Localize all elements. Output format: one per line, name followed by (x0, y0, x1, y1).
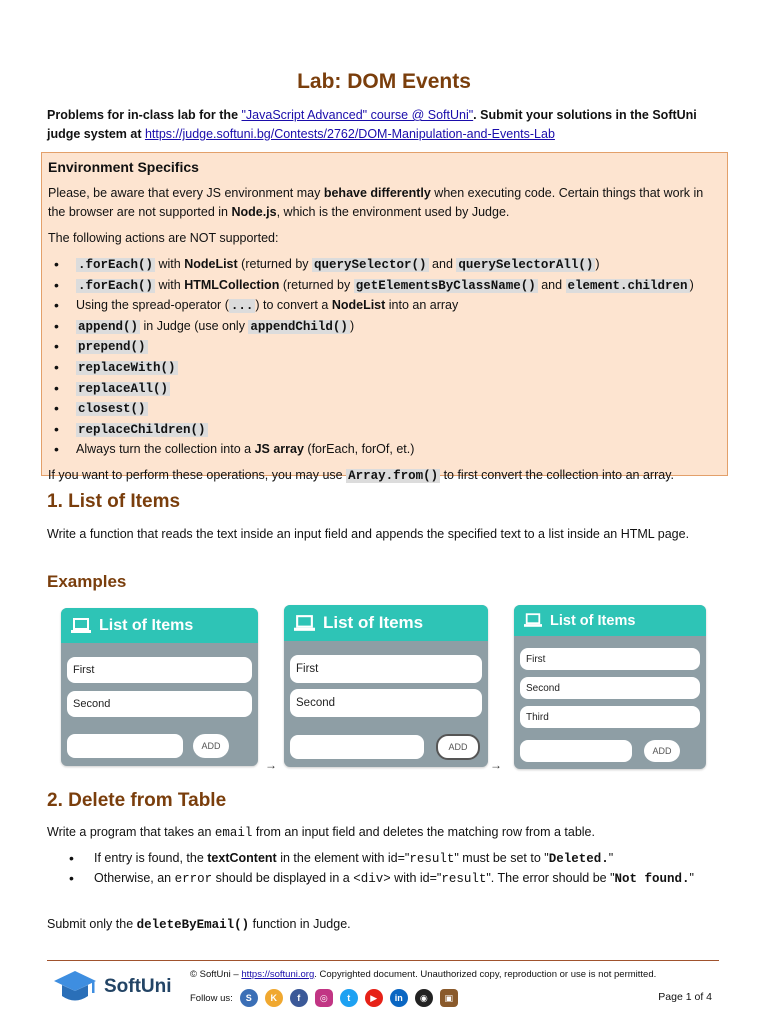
intro-paragraph (47, 106, 727, 144)
youtube-icon[interactable]: ▶ (365, 989, 383, 1007)
env-paragraph-2: The following actions are NOT supported: (48, 231, 279, 245)
laptop-icon (294, 615, 315, 632)
list-item: • replaceWith() (52, 358, 721, 379)
env-heading: Environment Specifics (48, 159, 199, 175)
unsupported-list (52, 255, 721, 460)
example-panel-3 (514, 605, 706, 769)
judge-link[interactable]: https://judge.softuni.bg/Contests/2762/DOM-Manipulation-and-Events-Lab (144, 127, 555, 141)
item-input[interactable] (290, 735, 424, 759)
page-title: Lab: DOM Events (297, 70, 471, 93)
section-2-bullets (67, 849, 727, 889)
arrow-icon: → (490, 758, 502, 772)
softuni-logo[interactable] (52, 969, 172, 1005)
copyright-text: © SoftUni – https://softuni.org. Copyrighted document. Unauthorized copy, reproduction or use is not permitted. (190, 969, 657, 980)
list-item: Second (67, 691, 252, 717)
add-button[interactable]: ADD (193, 734, 229, 758)
env-paragraph-3: If you want to perform these operations, you may use Array.from() to first convert the collection into an array. (48, 467, 674, 483)
twitter-icon[interactable]: t (340, 989, 358, 1007)
submit-instruction: Submit only the deleteByEmail() function in Judge. (47, 917, 351, 932)
environment-specifics-box (41, 152, 728, 483)
example-panel-2 (284, 605, 488, 767)
list-item: • closest() (52, 399, 721, 420)
list-item: Second (520, 677, 700, 699)
instagram-icon[interactable]: ◎ (315, 989, 333, 1007)
example-panel-1 (61, 608, 258, 766)
list-item: • replaceChildren() (52, 420, 721, 441)
add-button[interactable]: ADD (644, 740, 680, 762)
examples-heading: Examples (47, 572, 127, 591)
section-1-text: Write a function that reads the text inside an input field and appends the specified text to a list inside an HTML page. (47, 527, 690, 541)
list-item: • .forEach() with HTMLCollection (returned by getElementsByClassName() and element.children ) (52, 276, 721, 297)
list-item: • .forEach() with NodeList (returned by querySelector() and querySelectorAll() ) (52, 255, 721, 276)
section-2-heading: 2. Delete from Table (47, 790, 227, 811)
add-button[interactable]: ADD (436, 734, 480, 760)
list-item: • If entry is found, the textContent in the element with id="result" must be set to "Deleted." (67, 849, 727, 869)
panel-header (284, 605, 488, 641)
section-1-heading: 1. List of Items (47, 491, 181, 512)
linkedin-icon[interactable]: in (390, 989, 408, 1007)
softuni-kids-icon[interactable]: K (265, 989, 283, 1007)
list-item: • prepend() (52, 337, 721, 358)
store-icon[interactable]: ▣ (440, 989, 458, 1007)
list-item: • Always turn the collection into a JS array (forEach, forOf, et.) (52, 440, 721, 460)
facebook-icon[interactable]: f (290, 989, 308, 1007)
env-paragraph-1: Please, be aware that every JS environment may behave differently when executing code. Certain things that work in the browser are not supported in Node.js, which is the environment used by Judge. (48, 186, 704, 219)
list-item: First (290, 655, 482, 683)
laptop-icon (71, 618, 91, 634)
panel-title: List of Items (99, 616, 194, 634)
panel-footer (290, 734, 482, 760)
list-item: • Using the spread-operator ( ... ) to convert a NodeList into an array (52, 296, 721, 317)
list-item: Third (520, 706, 700, 728)
softuni-icon[interactable]: S (240, 989, 258, 1007)
logo-text: SoftUni (104, 976, 172, 997)
panel-header (61, 608, 258, 643)
panel-title: List of Items (550, 612, 636, 629)
list-item: First (67, 657, 252, 683)
intro-middle: . Submit your solutions in the SoftUni judge system at (47, 108, 697, 141)
page-number: Page 1 of 4 (658, 991, 712, 1003)
item-input[interactable] (67, 734, 183, 758)
follow-us (190, 989, 458, 1007)
graduation-cap-icon (52, 969, 98, 1005)
arrow-icon: → (265, 758, 277, 772)
softuni-link[interactable]: https://softuni.org (241, 969, 315, 980)
course-link[interactable]: "JavaScript Advanced" course @ SoftUni" (241, 108, 474, 122)
panel-footer (520, 740, 700, 762)
list-item: • Otherwise, an error should be displayed in a <div> with id="result". The error should be "Not found." (67, 869, 727, 889)
list-item: Second (290, 689, 482, 717)
panel-title: List of Items (323, 613, 424, 632)
section-2-text: Write a program that takes an email from an input field and deletes the matching row from a table. (47, 825, 595, 840)
panel-footer (67, 734, 252, 758)
intro-prefix: Problems for in-class lab for the (47, 108, 242, 122)
item-input[interactable] (520, 740, 632, 762)
footer-divider (47, 960, 719, 961)
github-icon[interactable]: ◉ (415, 989, 433, 1007)
list-item: • append() in Judge (use only appendChild() ) (52, 317, 721, 338)
laptop-icon (524, 613, 542, 628)
list-item: • replaceAll() (52, 379, 721, 400)
follow-label: Follow us: (190, 992, 233, 1004)
panel-header (514, 605, 706, 636)
list-item: First (520, 648, 700, 670)
